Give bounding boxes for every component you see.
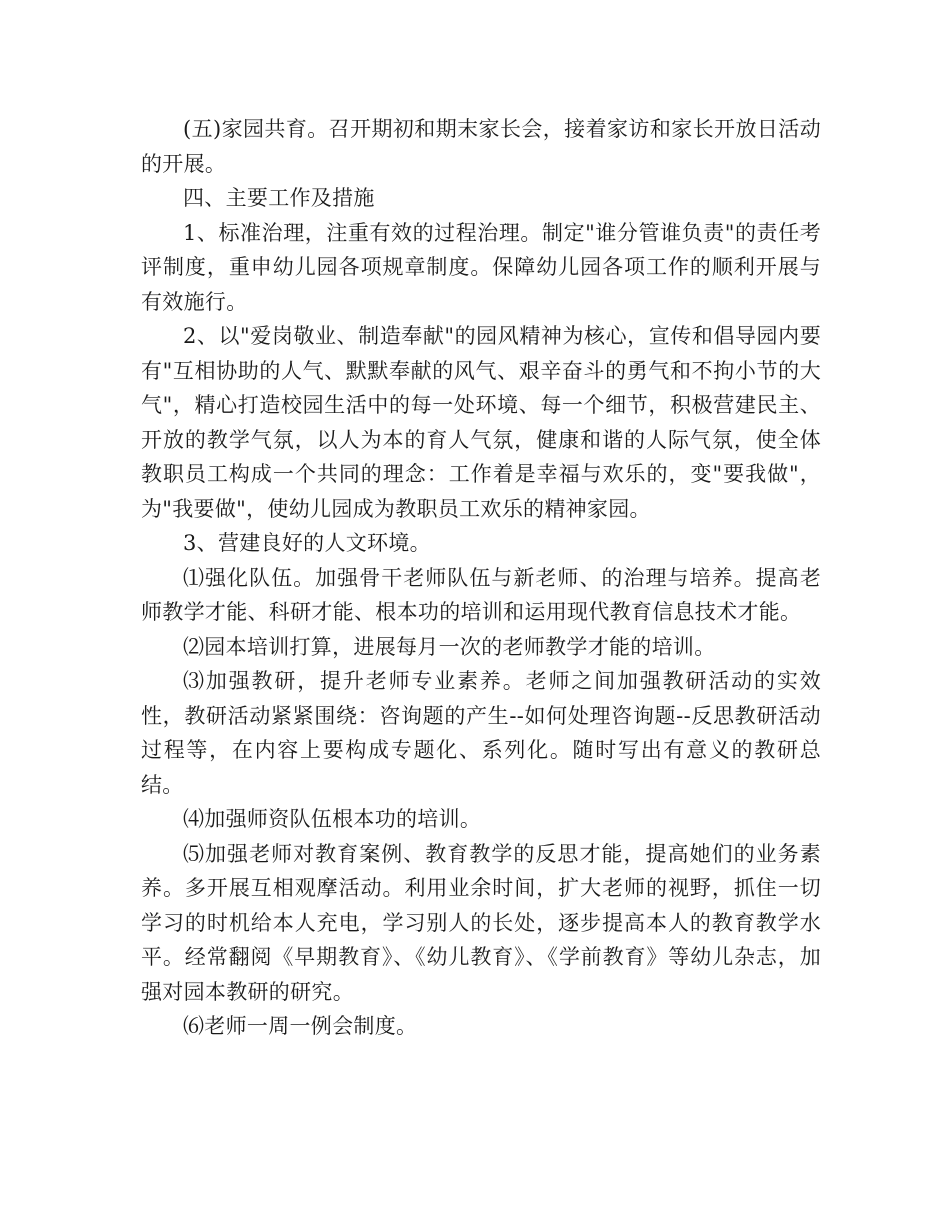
paragraph-humanistic-environment: 3、营建良好的人文环境。 — [183, 531, 431, 555]
paragraph-home-school: (五)家园共育。召开期初和期末家长会，接着家访和家长开放日活动的开展。 — [141, 117, 821, 176]
item-strengthen-team: ⑴强化队伍。加强骨干老师队伍与新老师、的治理与培养。提高老师教学才能、科研才能、根本功的培训和运用现代教育信息技术才能。 — [141, 565, 821, 624]
document-body — [141, 112, 821, 1044]
paragraph-school-spirit: 2、以"爱岗敬业、制造奉献"的园风精神为核心，宣传和倡导园内要有"互相协助的人气、默默奉献的风气、艰辛奋斗的勇气和不拘小节的大气"，精心打造校园生活中的每一处环境、每一个细节，积极营建民主、开放的教学气氛，以人为本的育人气氛，健康和谐的人际气氛，使全体教职员工构成一个共同的理念：工作着是幸福与欢乐的，变"要我做"，为"我要做"，使幼儿园成为教职员工欢乐的精神家园。 — [141, 324, 821, 521]
heading-main-work: 四、主要工作及措施 — [183, 186, 375, 210]
item-weekly-meeting: ⑹老师一周一例会制度。 — [183, 1014, 418, 1038]
item-school-training: ⑵园本培训打算，进展每月一次的老师教学才能的培训。 — [183, 634, 716, 659]
paragraph-standard-management: 1、标准治理，注重有效的过程治理。制定"谁分管谁负责"的责任考评制度，重申幼儿园各项规章制度。保障幼儿园各项工作的顺利开展与有效施行。 — [141, 220, 821, 314]
item-reflection: ⑸加强老师对教育案例、教育教学的反思才能，提高她们的业务素养。多开展互相观摩活动。利用业余时间，扩大老师的视野，抓住一切学习的时机给本人充电，学习别人的长处，逐步提高本人的教育教学水平。经常翻阅《早期教育》、《幼儿教育》、《学前教育》等幼儿杂志，加强对园本教研的研究。 — [141, 841, 821, 1004]
item-teaching-research: ⑶加强教研，提升老师专业素养。老师之间加强教研活动的实效性，教研活动紧紧围绕：咨询题的产生--如何处理咨询题--反思教研活动过程等，在内容上要构成专题化、系列化。随时写出有意义的教研总结。 — [141, 669, 821, 797]
item-basic-skills: ⑷加强师资队伍根本功的培训。 — [183, 807, 482, 831]
